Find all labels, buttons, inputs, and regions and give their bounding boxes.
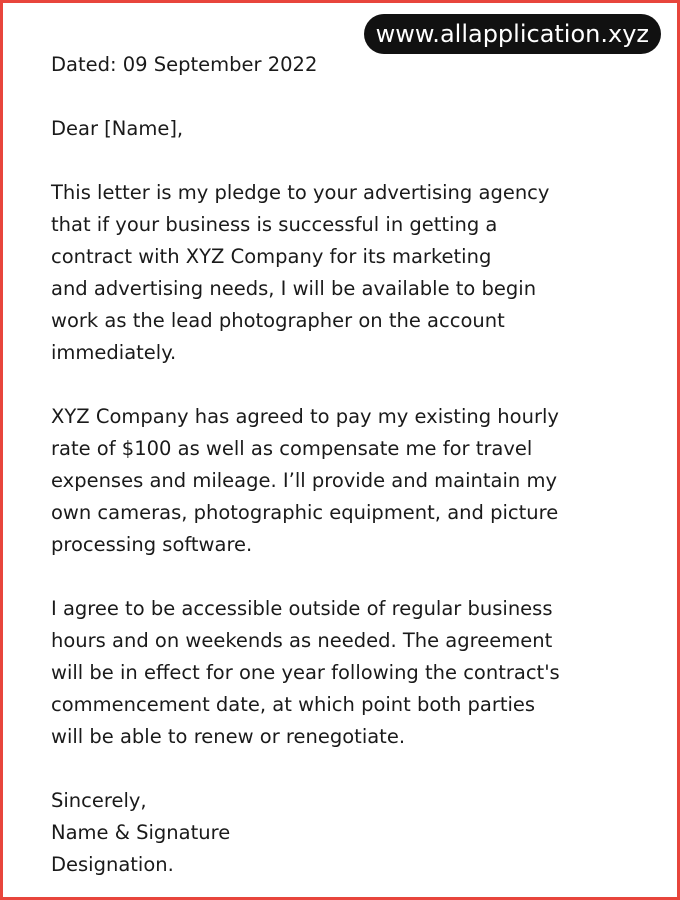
letter-date: Dated: 09 September 2022 xyxy=(51,53,318,76)
closing-phrase: Sincerely, xyxy=(51,789,147,812)
watermark-badge[interactable]: www.allapplication.xyz xyxy=(364,14,661,54)
letter-salutation: Dear [Name], xyxy=(51,117,184,140)
paragraph-line: expenses and mileage. I’ll provide and maintain my xyxy=(51,469,558,492)
paragraph-line: XYZ Company has agreed to pay my existing hourly xyxy=(51,405,559,428)
letter-closing xyxy=(51,785,651,881)
paragraph-line: will be able to renew or renegotiate. xyxy=(51,725,406,748)
paragraph-line: rate of $100 as well as compensate me for travel xyxy=(51,437,533,460)
paragraph-line: will be in effect for one year following the contract's xyxy=(51,661,560,684)
paragraph-1 xyxy=(51,177,651,369)
paragraph-line: and advertising needs, I will be available to begin xyxy=(51,277,537,300)
paragraph-line: contract with XYZ Company for its marketing xyxy=(51,245,492,268)
paragraph-3 xyxy=(51,593,651,753)
paragraph-line: immediately. xyxy=(51,341,177,364)
designation: Designation. xyxy=(51,853,174,876)
paragraph-line: work as the lead photographer on the account xyxy=(51,309,505,332)
paragraph-line: that if your business is successful in getting a xyxy=(51,213,498,236)
letter-body xyxy=(51,49,651,881)
paragraph-line: own cameras, photographic equipment, and picture xyxy=(51,501,559,524)
paragraph-line: hours and on weekends as needed. The agreement xyxy=(51,629,553,652)
paragraph-2 xyxy=(51,401,651,561)
paragraph-line: commencement date, at which point both parties xyxy=(51,693,536,716)
paragraph-line: processing software. xyxy=(51,533,253,556)
paragraph-line: I agree to be accessible outside of regular business xyxy=(51,597,553,620)
name-signature: Name & Signature xyxy=(51,821,231,844)
paragraph-line: This letter is my pledge to your advertising agency xyxy=(51,181,550,204)
